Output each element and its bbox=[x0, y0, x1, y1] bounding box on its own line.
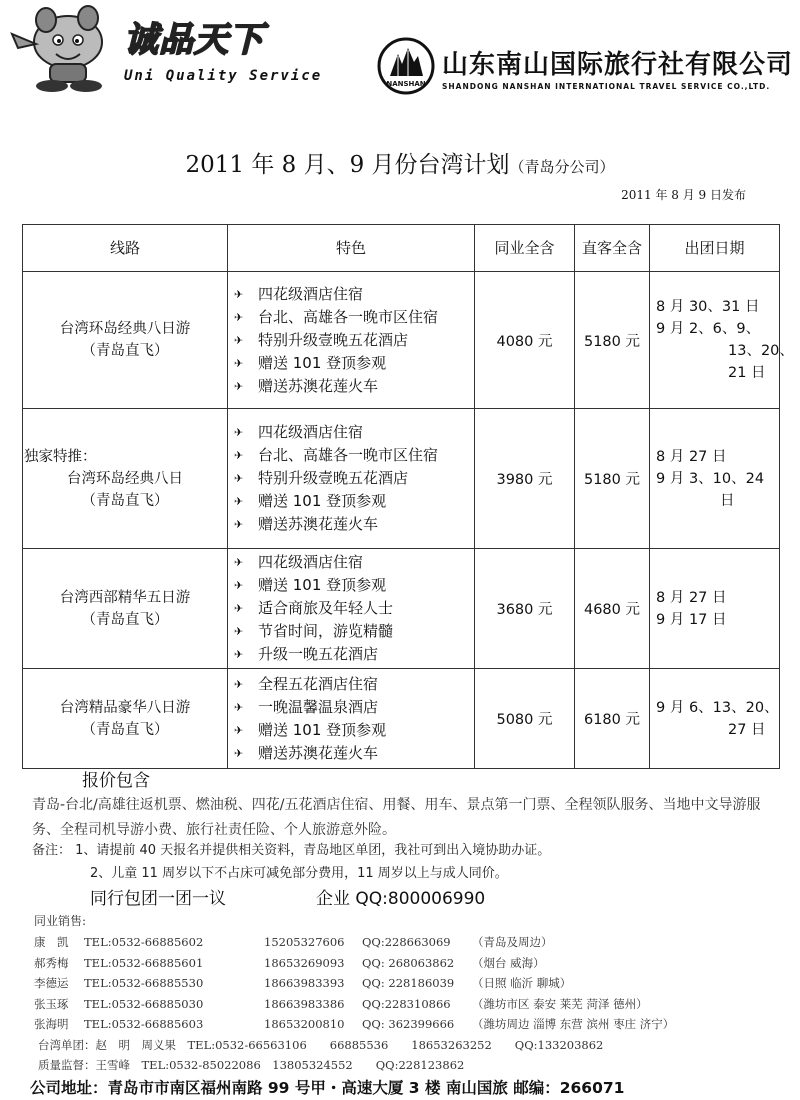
publish-date: 2011 年 8 月 9 日发布 bbox=[621, 188, 746, 202]
date-line: 13、20、 bbox=[728, 343, 794, 359]
route-line: （青岛直飞） bbox=[81, 721, 169, 738]
contact-qq: QQ:228663069 bbox=[362, 935, 451, 949]
table-row bbox=[23, 409, 780, 549]
direct-price: 5180 元 bbox=[575, 409, 650, 549]
sales-contact-row bbox=[34, 953, 674, 974]
feature-text: 台北、高雄各一晚市区住宿 bbox=[258, 446, 439, 464]
header-route: 线路 bbox=[23, 225, 228, 272]
brand-logo bbox=[6, 4, 326, 94]
date-line: 日 bbox=[720, 492, 735, 509]
contact-name: 张海明 bbox=[34, 1017, 69, 1031]
feature-text: 赠送苏澳花莲火车 bbox=[258, 376, 379, 395]
plane-bullet-icon: ✈ bbox=[234, 310, 244, 324]
contact-tel: TEL:0532-66885602 bbox=[84, 935, 204, 949]
feature-item bbox=[232, 375, 470, 398]
feature-text: 节省时间，游览精髓 bbox=[258, 622, 394, 640]
feature-item bbox=[232, 574, 470, 597]
title-main: 2011 年 8 月、9 月份台湾计划 bbox=[185, 152, 510, 178]
contact-qq: QQ: 228186039 bbox=[362, 976, 455, 990]
feature-item bbox=[232, 444, 470, 467]
features-cell bbox=[228, 669, 475, 769]
contact-tel: TEL:0532-66885530 bbox=[84, 976, 204, 990]
plane-bullet-icon: ✈ bbox=[234, 723, 244, 737]
feature-text: 特别升级壹晚五花酒店 bbox=[258, 469, 409, 487]
contact-area: （青岛及周边） bbox=[472, 935, 553, 949]
route-cell bbox=[23, 669, 228, 769]
feature-text: 特别升级壹晚五花酒店 bbox=[258, 330, 409, 349]
logo-text: NANSHAN bbox=[386, 80, 426, 88]
included-title: 报价包含 bbox=[82, 771, 150, 791]
route-line: 台湾西部精华五日游 bbox=[59, 589, 191, 606]
contact-tel: TEL:0532-66885603 bbox=[84, 1017, 204, 1031]
route-cell bbox=[23, 549, 228, 669]
plane-bullet-icon: ✈ bbox=[234, 579, 244, 592]
company-qq: 企业 QQ:800006990 bbox=[316, 889, 486, 909]
dates-cell bbox=[650, 272, 794, 409]
feature-item bbox=[232, 597, 470, 620]
page-title bbox=[0, 146, 800, 179]
features-cell bbox=[228, 549, 475, 669]
route-line: （青岛直飞） bbox=[81, 611, 169, 628]
sales-contact-row bbox=[34, 973, 674, 994]
date-line: 8 月 27 日 bbox=[656, 589, 727, 606]
company-address: 公司地址：青岛市市南区福州南路 99 号甲・高速大厦 3 楼 南山国旅 邮编：266071 bbox=[30, 1079, 625, 1097]
plane-bullet-icon: ✈ bbox=[234, 333, 244, 347]
feature-item bbox=[232, 283, 470, 306]
plane-bullet-icon: ✈ bbox=[234, 472, 244, 485]
dates-cell bbox=[650, 549, 780, 669]
sales-contact-row bbox=[34, 932, 674, 953]
route-line: 台湾精品豪华八日游 bbox=[59, 699, 191, 716]
feature-item bbox=[232, 719, 470, 742]
slogan-english: Uni Quality Service bbox=[124, 68, 323, 84]
plane-bullet-icon: ✈ bbox=[234, 746, 244, 760]
contact-name: 张玉琢 bbox=[34, 996, 69, 1011]
feature-text: 赠送苏澳花莲火车 bbox=[258, 743, 379, 762]
direct-price: 5180 元 bbox=[575, 272, 650, 409]
table-row bbox=[23, 669, 780, 769]
feature-item bbox=[232, 673, 470, 696]
feature-item bbox=[232, 421, 470, 444]
company-name-english: SHANDONG NANSHAN INTERNATIONAL TRAVEL SERVICE CO.,LTD. bbox=[442, 82, 771, 91]
trade-price: 4080 元 bbox=[475, 272, 575, 409]
supervisor-line: 质量监督：王雪峰 TEL:0532-85022086 13805324552 QQ:228123862 bbox=[38, 1058, 465, 1072]
feature-text: 适合商旅及年轻人士 bbox=[258, 599, 394, 617]
plane-bullet-icon: ✈ bbox=[234, 287, 244, 301]
note-2: 2、儿童 11 周岁以下不占床可减免部分费用，11 周岁以上与成人同价。 bbox=[90, 866, 508, 881]
contact-name: 郝秀梅 bbox=[34, 955, 69, 970]
feature-item bbox=[232, 513, 470, 536]
plane-bullet-icon: ✈ bbox=[234, 449, 244, 462]
table-header-row bbox=[23, 225, 780, 272]
trade-price: 3980 元 bbox=[475, 409, 575, 549]
plane-bullet-icon: ✈ bbox=[234, 379, 244, 393]
slogan-chinese: 诚品天下 bbox=[124, 20, 264, 60]
contact-area: （烟台 威海） bbox=[472, 955, 545, 970]
route-line: （青岛直飞） bbox=[81, 343, 169, 359]
contact-mobile: 18663983386 bbox=[264, 996, 345, 1011]
dates-cell bbox=[650, 409, 780, 549]
feature-text: 四花级酒店住宿 bbox=[258, 423, 364, 441]
plane-bullet-icon: ✈ bbox=[234, 625, 244, 638]
plane-bullet-icon: ✈ bbox=[234, 556, 244, 569]
sales-contact-row bbox=[34, 1014, 674, 1035]
contact-mobile: 18663983393 bbox=[264, 976, 345, 990]
tour-plan-table bbox=[22, 224, 794, 769]
feature-text: 一晚温馨温泉酒店 bbox=[258, 697, 379, 716]
nanshan-logo-icon bbox=[376, 36, 436, 96]
plane-bullet-icon: ✈ bbox=[234, 356, 244, 370]
feature-item bbox=[232, 467, 470, 490]
feature-text: 全程五花酒店住宿 bbox=[258, 674, 379, 693]
contact-name: 康 凯 bbox=[34, 935, 69, 949]
feature-text: 台北、高雄各一晚市区住宿 bbox=[258, 307, 439, 326]
contact-mobile: 18653200810 bbox=[264, 1017, 345, 1031]
mascot-icon bbox=[6, 4, 126, 94]
dates-cell bbox=[650, 669, 780, 769]
route-line: 台湾环岛经典八日游 bbox=[59, 321, 191, 337]
feature-text: 四花级酒店住宿 bbox=[258, 553, 364, 571]
direct-price: 4680 元 bbox=[575, 549, 650, 669]
route-cell bbox=[23, 272, 228, 409]
feature-item bbox=[232, 620, 470, 643]
included-text: 青岛-台北/高雄往返机票、燃油税、四花/五花酒店住宿、用餐、用车、景点第一门票、全程领队服务、当地中文导游服务、全程司机导游小费、旅行社责任险、个人旅游意外险。 bbox=[32, 797, 761, 838]
taiwan-desk-line: 台湾单团：赵 明 周义果 TEL:0532-66563106 66885536 18653263252 QQ:133203862 bbox=[38, 1037, 604, 1052]
feature-item bbox=[232, 306, 470, 329]
group-slogan: 同行包团一团一议 bbox=[90, 889, 226, 909]
sales-contact-row bbox=[34, 994, 674, 1015]
plane-bullet-icon: ✈ bbox=[234, 602, 244, 615]
header-direct-price: 直客全含 bbox=[575, 225, 650, 272]
contact-qq: QQ:228310866 bbox=[362, 996, 451, 1011]
contact-mobile: 18653269093 bbox=[264, 955, 345, 970]
feature-item bbox=[232, 742, 470, 765]
table-row bbox=[23, 549, 780, 669]
route-line: （青岛直飞） bbox=[81, 492, 169, 509]
route-line: 独家特推： bbox=[24, 448, 97, 465]
feature-text: 四花级酒店住宿 bbox=[258, 284, 364, 303]
feature-item bbox=[232, 490, 470, 513]
date-line: 9 月 3、10、24 bbox=[656, 470, 765, 487]
feature-item bbox=[232, 643, 470, 666]
table-row bbox=[23, 272, 780, 409]
contact-area: （潍坊周边 淄博 东营 滨州 枣庄 济宁） bbox=[472, 1017, 675, 1031]
date-line: 9 月 17 日 bbox=[656, 611, 727, 628]
feature-text: 赠送 101 登顶参观 bbox=[258, 576, 387, 594]
contact-area: （日照 临沂 聊城） bbox=[472, 976, 572, 990]
feature-item bbox=[232, 329, 470, 352]
contact-area: （潍坊市区 泰安 莱芜 菏泽 德州） bbox=[472, 996, 648, 1011]
date-line: 9 月 2、6、9、 bbox=[656, 321, 761, 337]
sales-contacts bbox=[34, 932, 674, 1076]
header-features: 特色 bbox=[228, 225, 475, 272]
plane-bullet-icon: ✈ bbox=[234, 518, 244, 531]
date-line: 27 日 bbox=[728, 721, 766, 738]
sales-title: 同业销售: bbox=[34, 914, 87, 928]
date-line: 21 日 bbox=[728, 365, 766, 381]
feature-text: 赠送 101 登顶参观 bbox=[258, 492, 387, 510]
feature-item bbox=[232, 696, 470, 719]
route-line: 台湾环岛经典八日 bbox=[67, 470, 183, 487]
plane-bullet-icon: ✈ bbox=[234, 495, 244, 508]
feature-item bbox=[232, 352, 470, 375]
contact-tel: TEL:0532-66885030 bbox=[84, 996, 204, 1011]
date-line: 8 月 27 日 bbox=[656, 448, 727, 465]
contact-mobile: 15205327606 bbox=[264, 935, 345, 949]
feature-text: 赠送 101 登顶参观 bbox=[258, 720, 387, 739]
contact-qq: QQ: 268063862 bbox=[362, 955, 455, 970]
plane-bullet-icon: ✈ bbox=[234, 426, 244, 439]
features-cell bbox=[228, 272, 475, 409]
contact-name: 李德运 bbox=[34, 976, 69, 990]
date-line: 8 月 30、31 日 bbox=[656, 299, 760, 315]
feature-text: 赠送苏澳花莲火车 bbox=[258, 515, 379, 533]
header-trade-price: 同业全含 bbox=[475, 225, 575, 272]
direct-price: 6180 元 bbox=[575, 669, 650, 769]
trade-price: 3680 元 bbox=[475, 549, 575, 669]
features-cell bbox=[228, 409, 475, 549]
header-dates: 出团日期 bbox=[650, 225, 780, 272]
title-branch: （青岛分公司） bbox=[509, 158, 615, 176]
feature-text: 升级一晚五花酒店 bbox=[258, 645, 379, 663]
contact-tel: TEL:0532-66885601 bbox=[84, 955, 204, 970]
feature-item bbox=[232, 551, 470, 574]
plane-bullet-icon: ✈ bbox=[234, 648, 244, 661]
feature-text: 赠送 101 登顶参观 bbox=[258, 353, 387, 372]
company-name: 山东南山国际旅行社有限公司 bbox=[442, 50, 794, 80]
date-line: 9 月 6、13、20、 bbox=[656, 699, 779, 716]
route-cell bbox=[23, 409, 228, 549]
trade-price: 5080 元 bbox=[475, 669, 575, 769]
plane-bullet-icon: ✈ bbox=[234, 677, 244, 691]
contact-qq: QQ: 362399666 bbox=[362, 1017, 455, 1031]
plane-bullet-icon: ✈ bbox=[234, 700, 244, 714]
note-1: 备注： 1、请提前 40 天报名并提供相关资料，青岛地区单团，我社可到出入境协助办证。 bbox=[32, 843, 551, 858]
